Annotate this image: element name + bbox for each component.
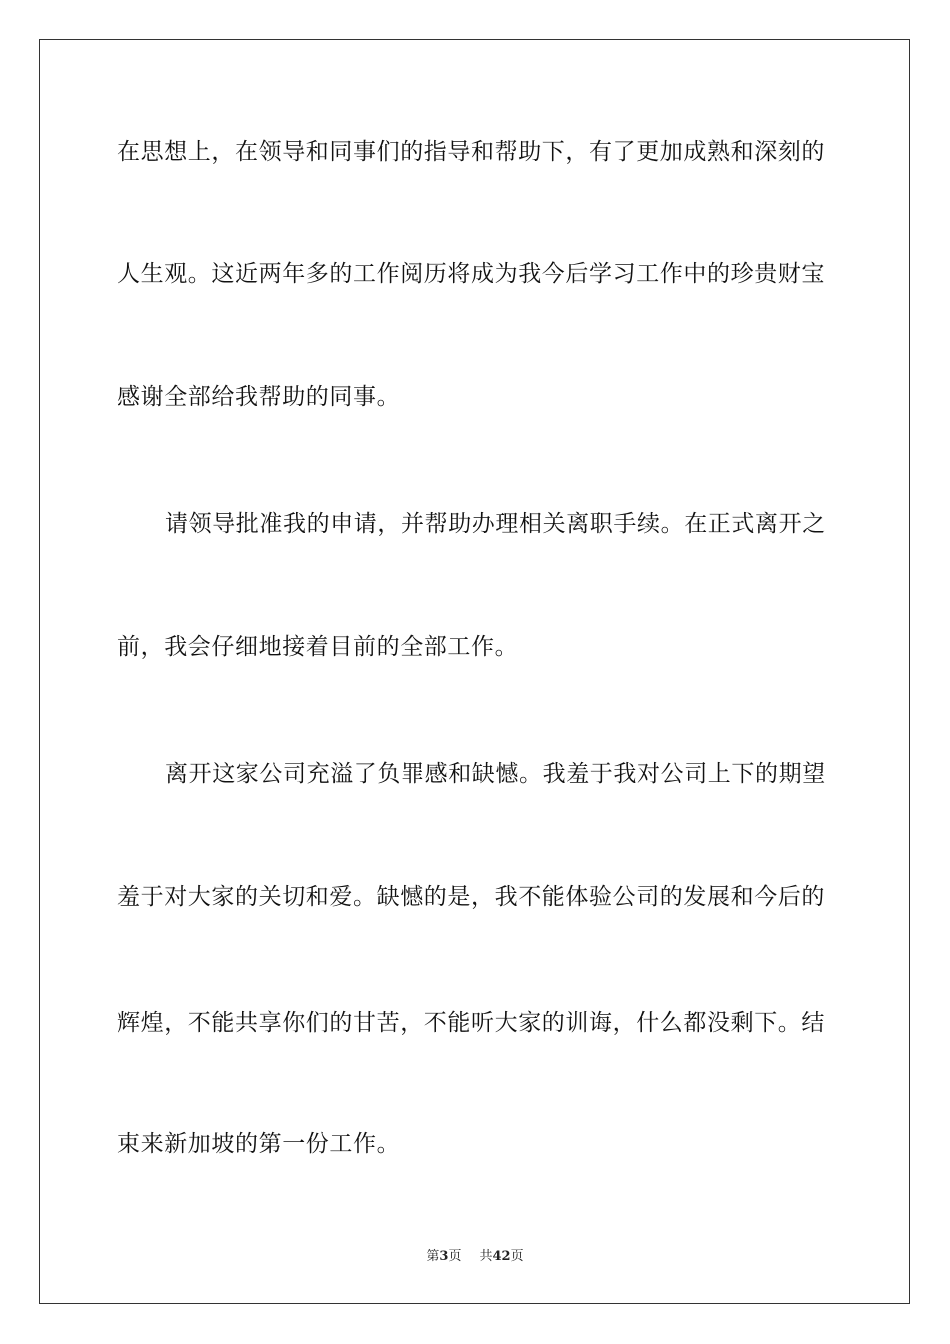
body-text-line: 辉煌，不能共享你们的甘苦，不能听大家的训诲，什么都没剩下。结	[117, 1010, 825, 1036]
body-text-line: 人生观。这近两年多的工作阅历将成为我今后学习工作中的珍贵财宝	[117, 261, 825, 287]
body-text-line: 在思想上，在领导和同事们的指导和帮助下，有了更加成熟和深刻的	[117, 139, 825, 165]
body-text-line: 感谢全部给我帮助的同事。	[117, 384, 401, 410]
body-text-line: 羞于对大家的关切和爱。缺憾的是，我不能体验公司的发展和今后的	[117, 884, 825, 910]
page-number: 3	[439, 1249, 449, 1264]
total-suffix: 页	[510, 1249, 524, 1264]
paragraph-first-line: 离开这家公司充溢了负罪感和缺憾。我羞于我对公司上下的期望	[165, 761, 826, 787]
paragraph-first-line: 请领导批准我的申请，并帮助办理相关离职手续。在正式离开之	[165, 511, 826, 537]
page-footer	[0, 1249, 950, 1265]
body-text-line: 束来新加坡的第一份工作。	[117, 1131, 401, 1157]
total-pages: 42	[492, 1249, 511, 1264]
page-border	[39, 39, 910, 1304]
page-suffix: 页	[448, 1249, 462, 1264]
total-prefix: 共	[479, 1249, 493, 1264]
page-prefix: 第	[426, 1249, 440, 1264]
body-text-line: 前，我会仔细地接着目前的全部工作。	[117, 634, 519, 660]
